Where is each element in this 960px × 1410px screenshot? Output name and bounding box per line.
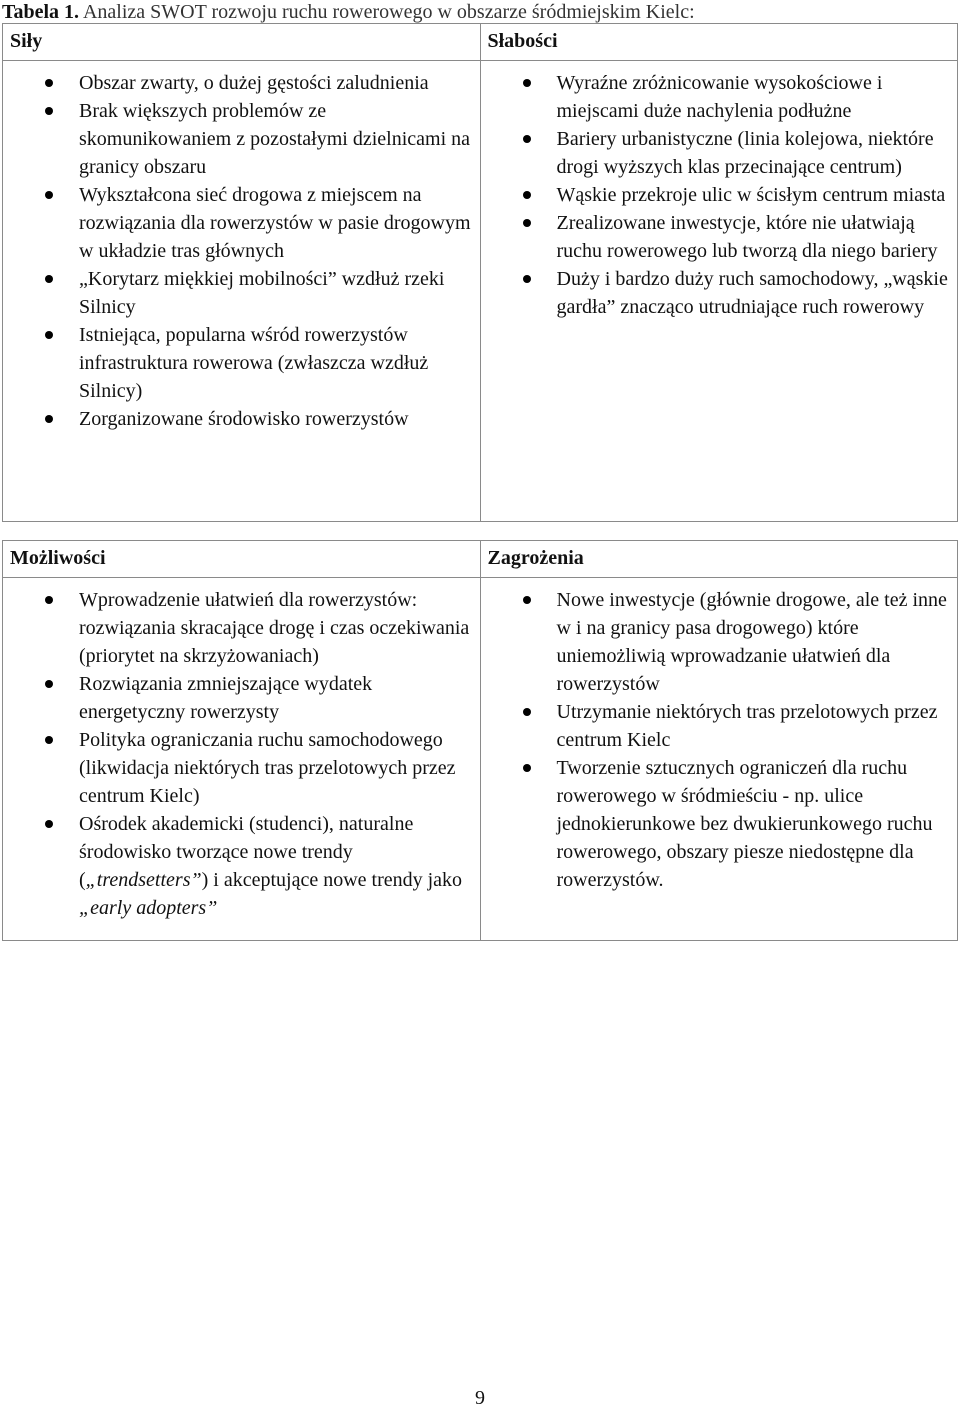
bullet-icon xyxy=(45,331,53,339)
body-row-bottom xyxy=(3,578,958,941)
list-item: Zrealizowane inwestycje, które nie ułatwiają ruchu rowerowego lub tworzą dla niego bariery xyxy=(481,209,954,265)
opportunities-cell xyxy=(3,578,481,941)
bullet-icon xyxy=(45,275,53,283)
list-item: Tworzenie sztucznych ograniczeń dla ruchu rowerowego w śródmieściu - np. ulice jednokierunkowe bez dwukierunkowego ruchu rowerowego, obszary piesze niedostępne dla rowerzystów. xyxy=(481,754,954,894)
bullet-icon xyxy=(523,79,531,87)
caption-label: Tabela 1. xyxy=(2,1,80,23)
weaknesses-cell xyxy=(480,61,958,522)
list-item: Bariery urbanistyczne (linia kolejowa, niektóre drogi wyższych klas przecinające centrum) xyxy=(481,125,954,181)
page-number: 9 xyxy=(475,1387,485,1409)
strengths-cell xyxy=(3,61,481,522)
bullet-icon xyxy=(523,708,531,716)
list-item: Duży i bardzo duży ruch samochodowy, „wąskie gardła” znacząco utrudniające ruch rowerowy xyxy=(481,265,954,321)
list-item: Rozwiązania zmniejszające wydatek energetyczny rowerzysty xyxy=(3,670,476,726)
threats-list xyxy=(481,586,954,894)
swot-table xyxy=(2,23,958,941)
table-caption xyxy=(2,0,695,24)
opportunities-header: Możliwości xyxy=(3,541,481,578)
list-item: Ośrodek akademicki (studenci), naturalne środowisko tworzące nowe trendy („trendsetters”) i akceptujące nowe trendy jako „early adopters” xyxy=(3,810,476,922)
list-item: Wąskie przekroje ulic w ścisłym centrum miasta xyxy=(481,181,954,209)
list-item: Nowe inwestycje (głównie drogowe, ale też inne w i na granicy pasa drogowego) które uniemożliwią wprowadzanie ułatwień dla rowerzystów xyxy=(481,586,954,698)
bullet-icon xyxy=(523,219,531,227)
bullet-icon xyxy=(523,135,531,143)
list-item: Wprowadzenie ułatwień dla rowerzystów: rozwiązania skracające drogę i czas oczekiwania (priorytet na skrzyżowaniach) xyxy=(3,586,476,670)
list-item: „Korytarz miękkiej mobilności” wzdłuż rzeki Silnicy xyxy=(3,265,476,321)
list-item: Obszar zwarty, o dużej gęstości zaludnienia xyxy=(3,69,476,97)
header-row-top xyxy=(3,24,958,61)
list-item: Zorganizowane środowisko rowerzystów xyxy=(3,405,476,433)
opportunities-list xyxy=(3,586,476,922)
list-item: Istniejąca, popularna wśród rowerzystów infrastruktura rowerowa (zwłaszcza wzdłuż Silnicy) xyxy=(3,321,476,405)
bullet-icon xyxy=(45,415,53,423)
bullet-icon xyxy=(45,191,53,199)
bullet-icon xyxy=(45,820,53,828)
threats-cell xyxy=(480,578,958,941)
threats-header: Zagrożenia xyxy=(480,541,958,578)
bullet-icon xyxy=(45,736,53,744)
caption-text: Analiza SWOT rozwoju ruchu rowerowego w obszarze śródmiejskim Kielc: xyxy=(79,1,695,23)
bullet-icon xyxy=(45,79,53,87)
bullet-icon xyxy=(523,764,531,772)
list-item: Wykształcona sieć drogowa z miejscem na rozwiązania dla rowerzystów w pasie drogowym w układzie tras głównych xyxy=(3,181,476,265)
header-row-bottom xyxy=(3,541,958,578)
bullet-icon xyxy=(523,596,531,604)
gap-row xyxy=(3,522,958,541)
bullet-icon xyxy=(523,275,531,283)
body-row-top xyxy=(3,61,958,522)
list-item: Utrzymanie niektórych tras przelotowych przez centrum Kielc xyxy=(481,698,954,754)
strengths-list xyxy=(3,69,476,433)
list-item: Polityka ograniczania ruchu samochodowego (likwidacja niektórych tras przelotowych przez centrum Kielc) xyxy=(3,726,476,810)
bullet-icon xyxy=(45,680,53,688)
strengths-header: Siły xyxy=(3,24,481,61)
bullet-icon xyxy=(523,191,531,199)
bullet-icon xyxy=(45,107,53,115)
bullet-icon xyxy=(45,596,53,604)
weaknesses-header: Słabości xyxy=(480,24,958,61)
weaknesses-list xyxy=(481,69,954,321)
list-item: Wyraźne zróżnicowanie wysokościowe i miejscami duże nachylenia podłużne xyxy=(481,69,954,125)
list-item: Brak większych problemów ze skomunikowaniem z pozostałymi dzielnicami na granicy obszaru xyxy=(3,97,476,181)
